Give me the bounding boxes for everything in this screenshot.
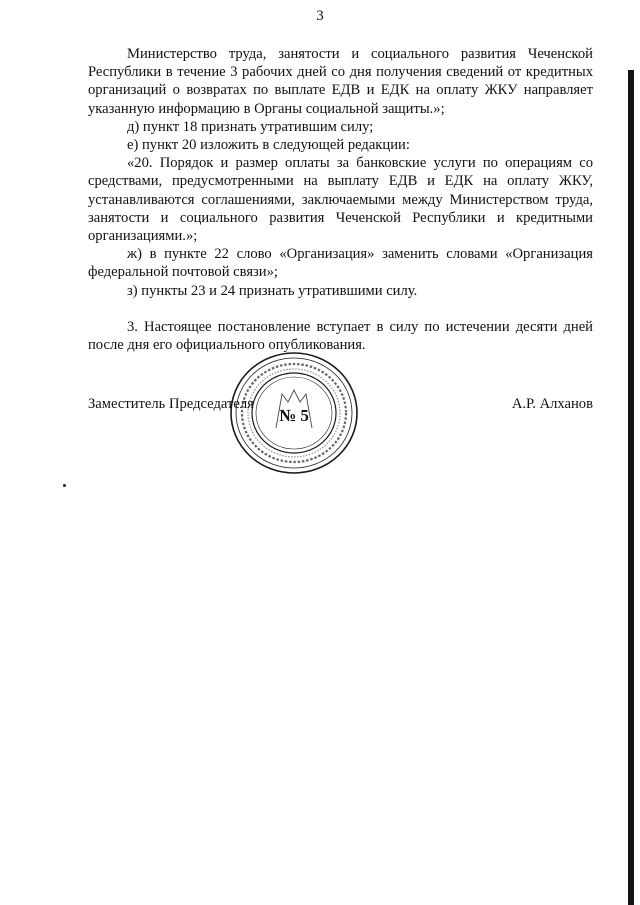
signatory-name: А.Р. Алханов: [511, 396, 593, 412]
scan-speck: [63, 484, 66, 487]
signatory-position: Заместитель Председателя: [88, 396, 254, 412]
paragraph-item-z: з) пункты 23 и 24 признать утратившими силу.: [127, 282, 418, 299]
seal-number: № 5: [279, 406, 309, 425]
document-body: [88, 45, 593, 354]
official-seal-stamp: [228, 350, 360, 476]
paragraph-item-d: д) пункт 18 признать утратившим силу;: [127, 118, 374, 135]
paragraph-item-zh: ж) в пункте 22 слово «Организация» заменить словами «Организация федеральной почтовой связи»;: [88, 246, 593, 281]
page-number: 3: [316, 8, 324, 24]
scan-edge-shadow: [628, 70, 634, 905]
paragraph-ministry-info: Министерство труда, занятости и социального развития Чеченской Республики в течение 3 рабочих дней со дня получения сведений от кредитных организаций о возвратах по выплате ЕДВ и ЕДК на оплату ЖКУ направляет указанную информацию в Органы социальной защиты.»;: [88, 46, 593, 117]
paragraph-item-e: е) пункт 20 изложить в следующей редакции:: [127, 137, 410, 154]
paragraph-point-20: «20. Порядок и размер оплаты за банковские услуги по операциям со средствами, предусмотренными на выплату ЕДВ и ЕДК на оплату ЖКУ, устанавливаются соглашениями, заключаемыми между Министерством труда, занятости и социального развития Чеченской Республики и кредитными организациями.»;: [88, 155, 593, 245]
paragraph-effective-date: 3. Настоящее постановление вступает в силу по истечении десяти дней после дня его официального опубликования.: [88, 318, 593, 354]
